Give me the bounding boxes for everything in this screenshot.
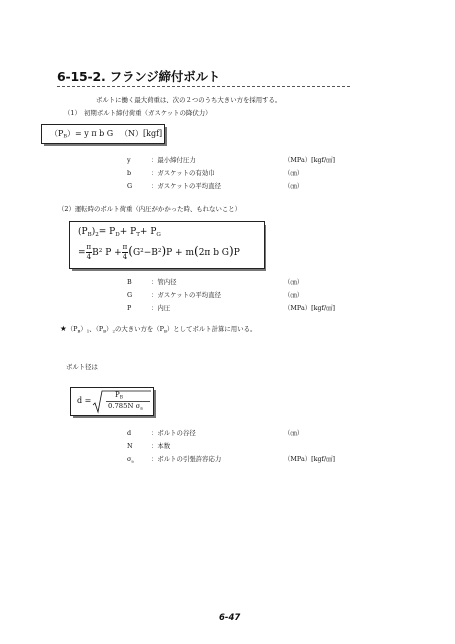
- formula2-line2: [78, 244, 240, 261]
- formula3-num-P: P: [115, 391, 120, 399]
- var-y-symbol: y: [127, 156, 131, 164]
- formula2-lhs-sub2: 2: [95, 231, 99, 238]
- formula3-den-text: 0.785N σ: [108, 402, 141, 410]
- frac1-num: π: [86, 243, 92, 251]
- var-y-unit: （MPa）[kgf/㎠]: [284, 156, 336, 164]
- var-d-desc: ：ボルトの谷径: [151, 429, 196, 437]
- section-title: 6-15-2. フランジ締付ボルト: [57, 69, 221, 84]
- formula2-eq: = P: [98, 227, 116, 237]
- formula1-unit: （N）[kgf]: [120, 129, 163, 138]
- note-part-3: 1: [86, 328, 90, 334]
- note-part-4: 、（P: [89, 325, 104, 333]
- formula2-plus-G: + P: [139, 227, 157, 237]
- var-b-desc: ：ガスケットの有効巾: [151, 169, 215, 177]
- formula2-line2-eq: =: [78, 248, 86, 258]
- formula2-lhs-sub: B: [87, 231, 92, 238]
- formula1-lhs: （P: [50, 129, 64, 138]
- var-sigma-desc: ：ボルトの引張許容応力: [151, 455, 222, 463]
- formula2-sub-G: G: [156, 231, 161, 238]
- note-line: [60, 325, 256, 333]
- var-sigma-symbol: [127, 456, 134, 462]
- var-G2-unit: （㎝）: [284, 291, 304, 299]
- var-B-symbol: B: [127, 278, 132, 286]
- star-icon: ★: [60, 324, 67, 333]
- var-G-desc: ：ガスケットの平均直径: [151, 182, 221, 190]
- var-G-symbol: G: [127, 182, 133, 190]
- var-b-symbol: b: [127, 169, 132, 177]
- term-G-exp: 2: [140, 247, 144, 254]
- note-part-9: B: [164, 328, 167, 334]
- sigma-sym: σ: [127, 455, 132, 463]
- formula2-plus-T: + P: [119, 227, 137, 237]
- var-b-unit: （㎝）: [284, 169, 304, 177]
- formula2-sub-T: T: [136, 231, 140, 238]
- formula1-lhs-sub: B: [63, 133, 68, 140]
- paren-close-1: ): [161, 244, 167, 258]
- note-part-1: B: [77, 328, 81, 334]
- page-number: 6-47: [219, 613, 241, 623]
- formula1-box: [41, 124, 165, 144]
- var-P-symbol: P: [127, 304, 132, 312]
- term-minus-B-exp: 2: [157, 247, 162, 254]
- note-part-10: ）としてボルト計算に用いる。: [166, 325, 257, 333]
- var-sigma-unit: （MPa）[kgf/㎠]: [284, 455, 336, 463]
- sigma-sub: a: [131, 458, 134, 464]
- var-G2-desc: ：ガスケットの平均直径: [151, 291, 221, 299]
- note-part-8: の大きい方を（P: [114, 325, 164, 333]
- term-2pibG: 2π b G: [198, 248, 230, 258]
- note-part-0: （P: [66, 325, 78, 333]
- case1-heading: （1） 初期ボルト締付荷重（ガスケットの降伏力）: [64, 109, 212, 117]
- var-y-desc: ：最小締付圧力: [151, 156, 196, 164]
- var-P-unit: （MPa）[kgf/㎠]: [284, 304, 336, 312]
- formula1-lhs-close: ）: [67, 129, 76, 138]
- term-G: G: [132, 248, 141, 258]
- var-G2-symbol: G: [127, 291, 133, 299]
- paren-open-1: (: [128, 244, 133, 258]
- note-part-6: ）: [106, 325, 113, 333]
- intro-text: ボルトに働く最大荷重は、次の２つのうち大きい方を採用する。: [96, 96, 282, 104]
- formula2-lhs-close: ): [91, 227, 96, 237]
- note-part-2: ）: [80, 325, 87, 333]
- formula3-num: [115, 392, 123, 399]
- var-P-desc: ：内圧: [151, 304, 171, 312]
- formula1-text: [50, 130, 113, 138]
- formula3-lhs: d =: [77, 396, 92, 405]
- note-part-5: B: [103, 328, 107, 334]
- formula3-num-sub: B: [119, 395, 123, 401]
- formula3-den-sub: a: [140, 405, 143, 411]
- term-minus-B: −B: [143, 248, 158, 258]
- paren-close-2: ): [229, 244, 234, 258]
- frac1-den: 4: [86, 253, 92, 261]
- formula3-den: [108, 403, 143, 410]
- term-pm: P + m: [166, 248, 194, 258]
- formula3-box: [70, 387, 154, 416]
- term-B: B: [92, 248, 99, 258]
- var-B-desc: ：管内径: [151, 278, 177, 286]
- var-N-desc: ：本数: [151, 442, 171, 450]
- formula1-rhs: = y π b G: [75, 129, 114, 138]
- paren-open-2: (: [194, 244, 199, 258]
- formula2-line1: [78, 228, 161, 237]
- formula2-sub-D: D: [115, 231, 120, 238]
- formula2-lhs: (P: [78, 227, 88, 237]
- term-B-rest: P +: [102, 248, 122, 258]
- var-G-unit: （㎝）: [284, 182, 304, 190]
- note-part-7: 2: [112, 328, 115, 334]
- case2-heading: （2）運転時のボルト荷重（内圧がかかった時、もれないこと）: [58, 205, 242, 213]
- title-divider: [57, 86, 350, 87]
- bolt-label: ボルト径は: [66, 363, 98, 371]
- frac2-den: 4: [122, 253, 128, 261]
- frac2-num: π: [122, 243, 128, 251]
- term-B-exp: 2: [98, 247, 103, 254]
- var-d-unit: （㎝）: [284, 429, 304, 437]
- formula2-box: [69, 221, 265, 269]
- var-N-symbol: N: [127, 442, 133, 450]
- term-P: P: [233, 248, 240, 258]
- var-d-symbol: d: [127, 429, 132, 437]
- var-B-unit: （㎝）: [284, 278, 304, 286]
